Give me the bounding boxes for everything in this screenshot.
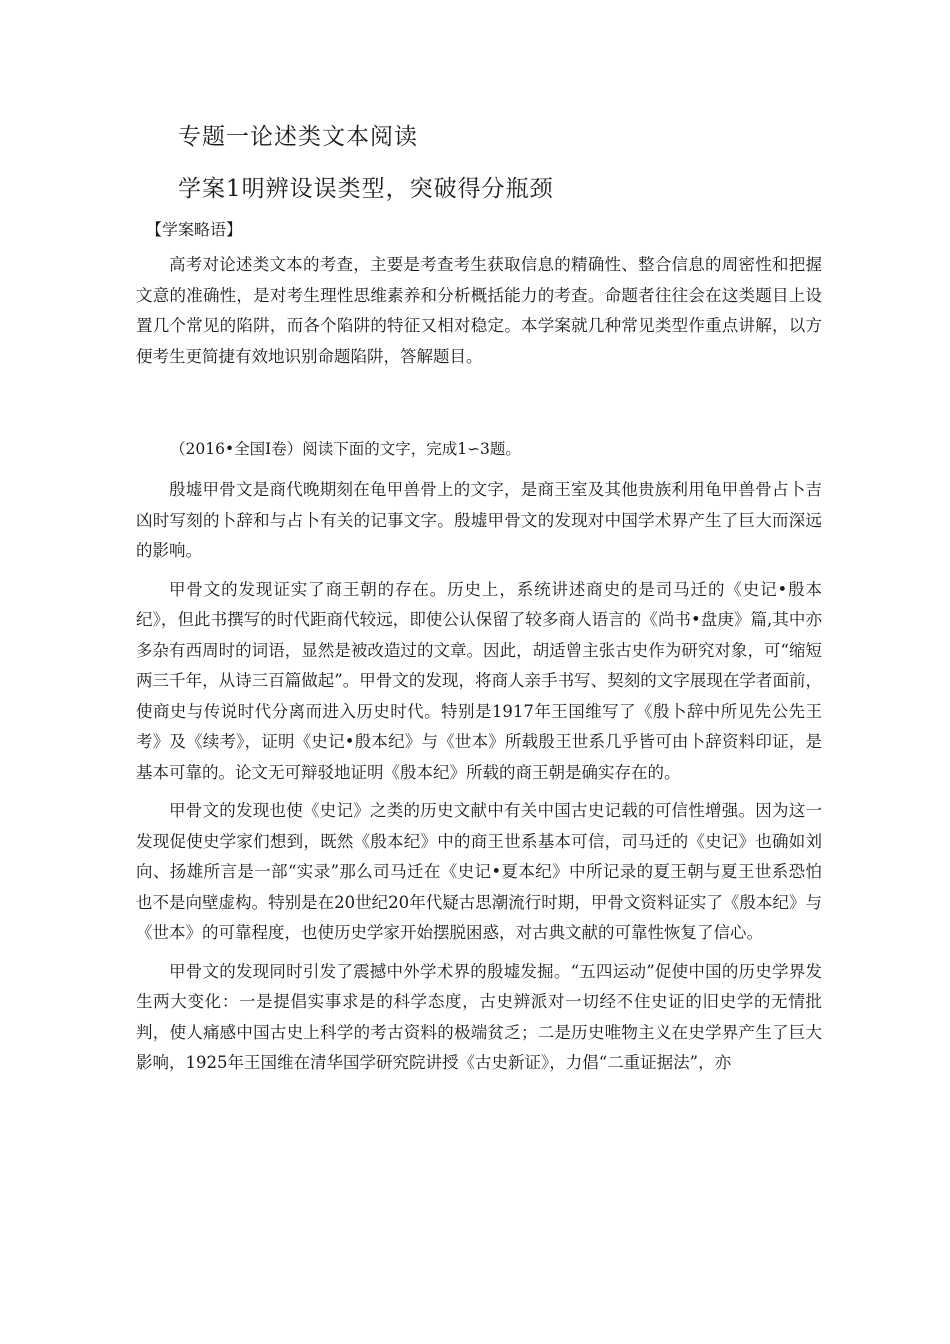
article-paragraph-4: 甲骨文的发现同时引发了震撼中外学术界的殷墟发掘。“五四运动”促使中国的历史学界发生两大变化：一是提倡实事求是的科学态度，古史辨派对一切经不住史证的旧史学的无情批判，使人痛感中国古史上科学的考古资料的极端贫乏；二是历史唯物主义在史学界产生了巨大影响，1925年王国维在清华国学研究院讲授《古史新证》，力倡“二重证据法”，亦: [136, 961, 822, 1072]
article-paragraph-2: 甲骨文的发现证实了商王朝的存在。历史上，系统讲述商史的是司马迁的《史记•殷本纪》，但此书撰写的时代距商代较远，即使公认保留了较多商人语言的《尚书•盘庚》篇,其中亦多杂有西周时的词语，显然是被改造过的文章。因此，胡适曾主张古史作为研究对象，可“缩短两三千年，从诗三百篇做起”。甲骨文的发现，将商人亲手书写、契刻的文字展现在学者面前，使商史与传说时代分离而进入历史时代。特别是1917年王国维写了《殷卜辞中所见先公先王考》及《续考》，证明《史记•殷本纪》与《世本》所载殷王世系几乎皆可由卜辞资料印证，是基本可靠的。论文无可辩驳地证明《殷本纪》所载的商王朝是确实存在的。: [136, 579, 822, 782]
section-label: 【学案略语】: [146, 220, 243, 239]
intro-paragraph: 高考对论述类文本的考查，主要是考查考生获取信息的精确性、整合信息的周密性和把握文意的准确性，是对考生理性思维素养和分析概括能力的考查。命题者往往会在这类题目上设置几个常见的陷阱，而各个陷阱的特征又相对稳定。本学案就几种常见类型作重点讲解，以方便考生更简捷有效地识别命题陷阱，答解题目。: [136, 255, 822, 366]
article-body: [136, 475, 822, 1079]
intro-section: [136, 250, 822, 372]
document-title: 专题一论述类文本阅读: [178, 124, 418, 150]
article-paragraph-1: 殷墟甲骨文是商代晚期刻在龟甲兽骨上的文字，是商王室及其他贵族利用龟甲兽骨占卜吉凶时写刻的卜辞和与占卜有关的记事文字。殷墟甲骨文的发现对中国学术界产生了巨大而深远的影响。: [136, 480, 822, 560]
article-paragraph-3: 甲骨文的发现也使《史记》之类的历史文献中有关中国古史记载的可信性增强。因为这一发现促使史学家们想到，既然《殷本纪》中的商王世系基本可信，司马迁的《史记》也确如刘向、扬雄所言是一部“实录”那么司马迁在《史记•夏本纪》中所记录的夏王朝与夏王世系恐怕也不是向壁虚构。特别是在20世纪20年代疑古思潮流行时期，甲骨文资料证实了《殷本纪》与《世本》的可靠程度，也使历史学家开始摆脱困惑，对古典文献的可靠性恢复了信心。: [136, 801, 822, 942]
lesson-subtitle: 学案1明辨设误类型，突破得分瓶颈: [178, 176, 554, 202]
source-line: （2016•全国Ⅰ卷）阅读下面的文字，完成1∽3题。: [170, 440, 521, 458]
